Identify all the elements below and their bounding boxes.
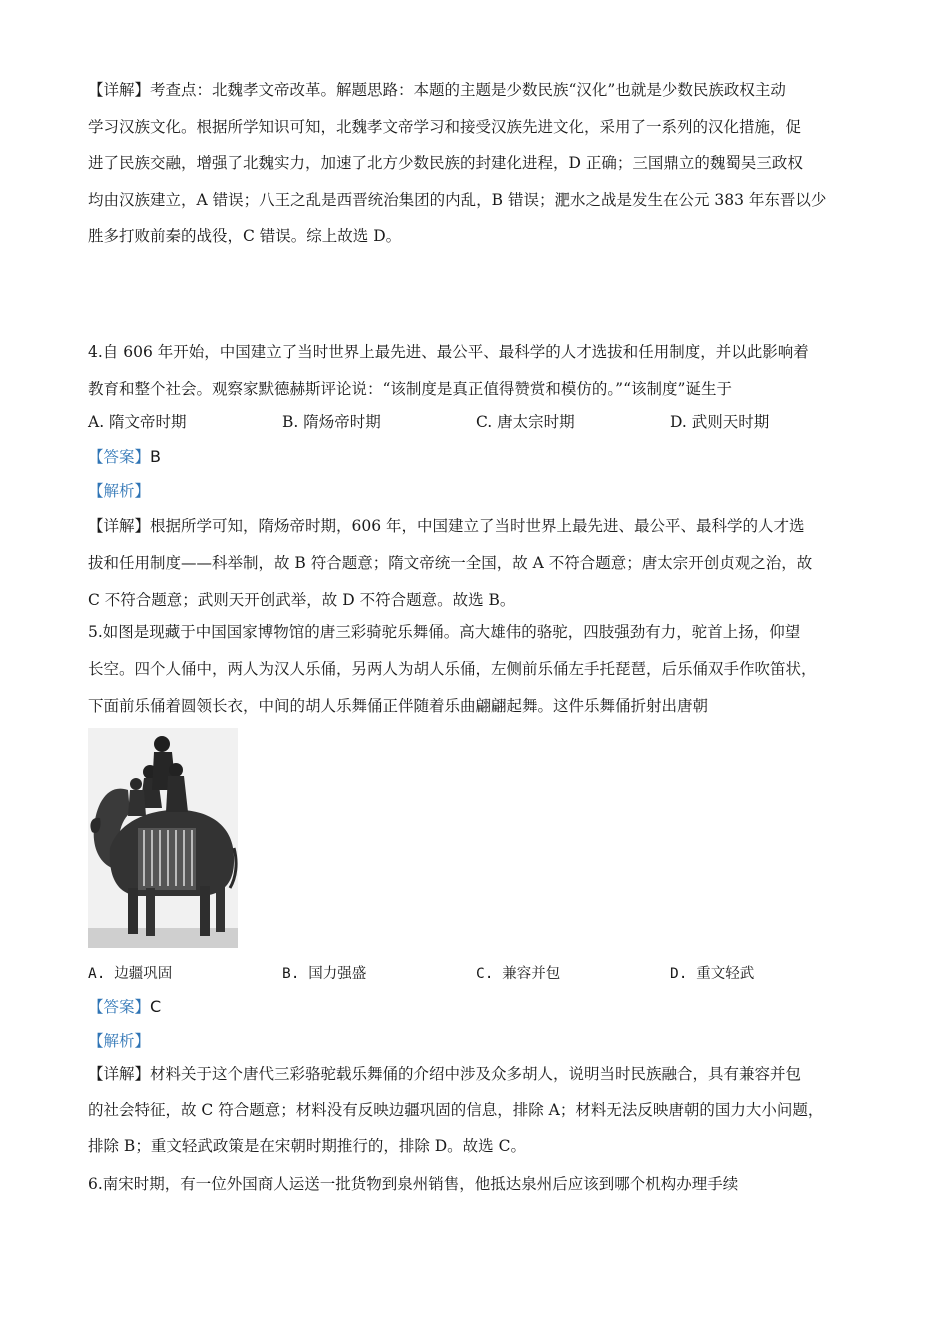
option-a: A. 边疆巩固 xyxy=(88,966,173,982)
text-line: 【详解】材料关于这个唐代三彩骆驼载乐舞俑的介绍中涉及众多胡人，说明当时民族融合，具有兼容并包 xyxy=(88,1065,802,1083)
text-line: 长空。四个人俑中，两人为汉人乐俑，另两人为胡人乐俑，左侧前乐俑左手托琵琶，后乐俑双手作吹笛状， xyxy=(88,660,817,678)
text-line: 胜多打败前秦的战役，C 错误。综上故选 D。 xyxy=(88,227,402,245)
text-line: 学习汉族文化。根据所学知识可知，北魏孝文帝学习和接受汉族先进文化，采用了一系列的汉化措施，促 xyxy=(88,117,802,136)
q5-stem xyxy=(88,614,868,725)
q3-detail xyxy=(88,72,868,255)
option-d: D. 武则天时期 xyxy=(670,413,770,431)
q5-answer xyxy=(88,989,868,1026)
answer-value: C xyxy=(150,997,162,1016)
option-c: C. 唐太宗时期 xyxy=(476,413,575,431)
option-d: D. 重文轻武 xyxy=(670,966,755,982)
option-b: B. 国力强盛 xyxy=(282,966,367,982)
q4-detail xyxy=(88,508,868,619)
camel-figurine-image xyxy=(88,728,238,948)
q5-options xyxy=(88,962,868,992)
text-line: 排除 B；重文轻武政策是在宋朝时期推行的，排除 D。故选 C。 xyxy=(88,1137,526,1155)
text-line: C 不符合题意；武则天开创武举，故 D 不符合题意。故选 B。 xyxy=(88,591,516,609)
q5-analysis-tag xyxy=(88,1023,868,1060)
text-line: 5.如图是现藏于中国国家博物馆的唐三彩骑驼乐舞俑。高大雄伟的骆驼，四肢强劲有力，驼首上扬，仰望 xyxy=(88,623,801,641)
q4-options xyxy=(88,410,868,440)
option-b: B. 隋炀帝时期 xyxy=(282,413,381,431)
q4-answer xyxy=(88,439,868,476)
analysis-tag: 【解析】 xyxy=(88,1032,151,1050)
text-line: 教育和整个社会。观察家默德赫斯评论说：“该制度是真正值得赞赏和模仿的。”“该制度”诞生于 xyxy=(88,379,732,398)
text-line: 下面前乐俑着圆领长衣，中间的胡人乐舞俑正伴随着乐曲翩翩起舞。这件乐舞俑折射出唐朝 xyxy=(88,697,709,715)
text-line: 拔和任用制度——科举制，故 B 符合题意；隋文帝统一全国，故 A 不符合题意；唐太宗开创贞观之治，故 xyxy=(88,554,813,572)
text-line: 4.自 606 年开始，中国建立了当时世界上最先进、最公平、最科学的人才选拔和任用制度，并以此影响着 xyxy=(88,343,809,361)
answer-value: B xyxy=(150,447,161,466)
text-line: 的社会特征，故 C 符合题意；材料没有反映边疆巩固的信息，排除 A；材料无法反映唐朝的国力大小问题， xyxy=(88,1101,824,1119)
text-line: 均由汉族建立，A 错误；八王之乱是西晋统治集团的内乱，B 错误；淝水之战是发生在公元 383 年东晋以少 xyxy=(88,190,827,209)
answer-tag: 【答案】 xyxy=(88,448,151,466)
q6-stem xyxy=(88,1166,868,1203)
option-c: C. 兼容并包 xyxy=(476,966,561,982)
analysis-tag: 【解析】 xyxy=(88,482,151,500)
q4-analysis-tag xyxy=(88,473,868,510)
option-a: A. 隋文帝时期 xyxy=(88,413,187,431)
answer-tag: 【答案】 xyxy=(88,998,151,1016)
text-line: 【详解】考查点：北魏孝文帝改革。解题思路：本题的主题是少数民族“汉化”也就是少数民族政权主动 xyxy=(88,81,786,99)
text-line: 6.南宋时期，有一位外国商人运送一批货物到泉州销售，他抵达泉州后应该到哪个机构办理手续 xyxy=(88,1175,739,1193)
q5-detail xyxy=(88,1056,868,1164)
text-line: 进了民族交融，增强了北魏实力，加速了北方少数民族的封建化进程，D 正确；三国鼎立的魏蜀吴三政权 xyxy=(88,154,803,172)
q4-stem xyxy=(88,334,868,407)
text-line: 【详解】根据所学可知，隋炀帝时期，606 年，中国建立了当时世界上最先进、最公平、最科学的人才选 xyxy=(88,517,805,535)
